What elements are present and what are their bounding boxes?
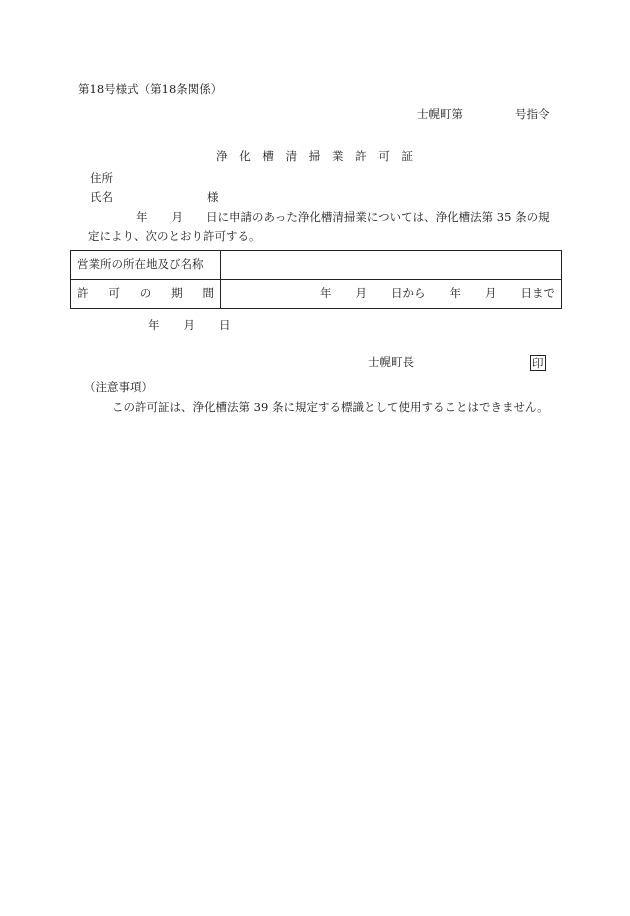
issue-year: 年 <box>148 318 160 332</box>
address-label: 住所 <box>90 171 113 185</box>
table-row <box>71 280 562 309</box>
title-char: 業 <box>331 149 344 163</box>
title-char: 浄 <box>216 149 228 163</box>
title-char: 槽 <box>262 149 274 163</box>
issue-month: 月 <box>183 318 195 332</box>
designation-prefix: 士幌町第 <box>417 107 463 121</box>
permit-table <box>70 250 562 309</box>
body-month: 月 <box>171 210 183 224</box>
notes-heading: （注意事項） <box>84 380 153 394</box>
office-location-label: 営業所の所在地及び名称 <box>71 251 221 280</box>
seal-stamp: 印 <box>532 356 544 370</box>
permit-period-label <box>71 280 221 309</box>
office-location-value <box>221 251 562 280</box>
period-label-char: 許 <box>77 286 89 301</box>
title-char: 化 <box>239 149 251 163</box>
period-label-char: 可 <box>108 286 120 301</box>
period-label-char: の <box>139 286 152 301</box>
table-row <box>71 251 562 280</box>
title-char: 可 <box>378 149 390 163</box>
issue-day: 日 <box>219 318 231 332</box>
document-title <box>216 150 413 164</box>
name-label: 氏名 <box>90 190 113 204</box>
body-line-1 <box>136 211 550 225</box>
issue-date <box>148 319 231 333</box>
honorific: 様 <box>207 190 219 204</box>
body-year: 年 <box>136 210 148 224</box>
issuer: 士幌町長 <box>368 355 414 369</box>
permit-period-value <box>221 280 562 309</box>
period-label-char: 間 <box>202 286 214 301</box>
period-from-year: 年 <box>320 286 332 301</box>
period-label-char: 期 <box>171 286 183 301</box>
designation-suffix: 号指令 <box>515 107 550 121</box>
period-to-year: 年 <box>449 286 461 301</box>
notes-text: この許可証は、浄化槽法第 39 条に規定する標識として使用することはできません。 <box>112 400 549 414</box>
body-line1-rest: 日に申請のあった浄化槽清掃業については、浄化槽法第 35 条の規 <box>206 210 550 224</box>
period-from-month: 月 <box>355 286 367 301</box>
body-line-2: 定により、次のとおり許可する。 <box>88 229 261 243</box>
form-number: 第18号様式（第18条関係） <box>78 82 223 96</box>
period-to-month: 月 <box>485 286 497 301</box>
designation-number <box>417 108 550 122</box>
title-char: 証 <box>401 149 413 163</box>
title-char: 許 <box>355 149 367 163</box>
title-char: 清 <box>285 149 298 163</box>
title-char: 掃 <box>308 149 321 163</box>
period-to-day: 日まで <box>520 286 555 301</box>
period-from-day: 日から <box>391 286 426 301</box>
